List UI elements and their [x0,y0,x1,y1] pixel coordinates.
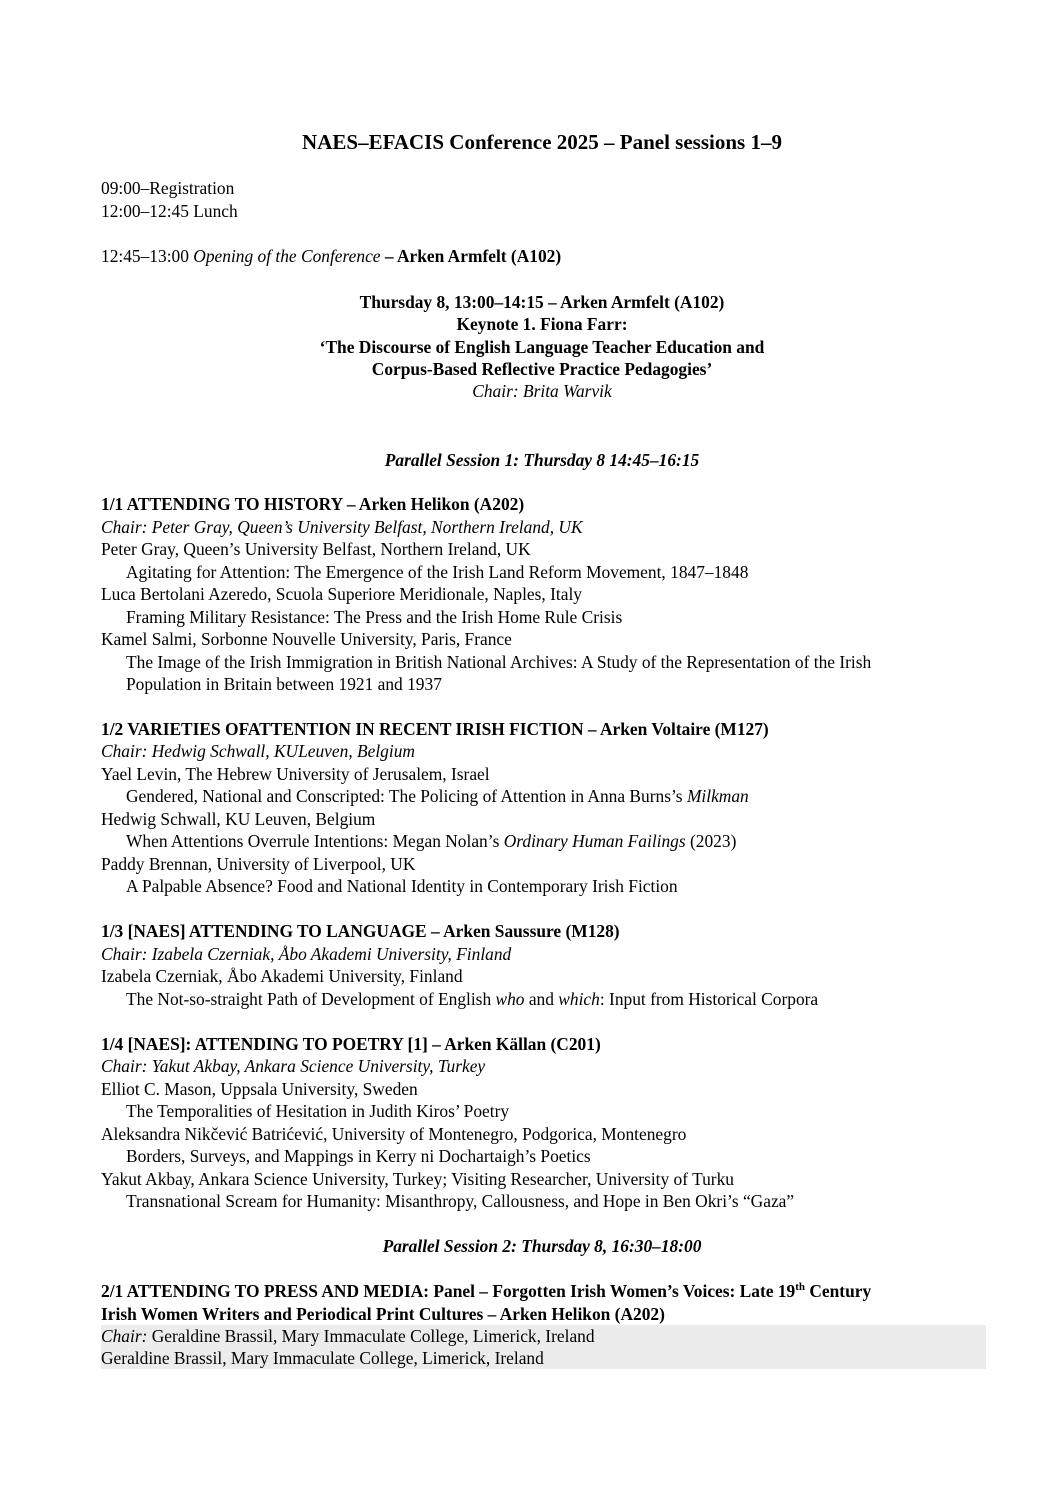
ordinal-suffix: th [795,1281,805,1294]
panel-1-1-speaker-3: Kamel Salmi, Sorbonne Nouvelle University, Paris, France [101,629,512,649]
panel-2-1-speaker-1: Geraldine Brassil, Mary Immaculate College, Limerick, Ireland [101,1347,986,1369]
panel-1-1-speaker-1: Peter Gray, Queen’s University Belfast, Northern Ireland, UK [101,539,531,559]
opening-line [101,245,561,267]
page-title: NAES–EFACIS Conference 2025 – Panel sessions 1–9 [302,130,782,154]
panel-1-1-heading: 1/1 ATTENDING TO HISTORY – Arken Helikon (A202) [101,494,525,514]
work-title: Ordinary Human Failings [503,831,686,851]
panel-1-2-talk-3: A Palpable Absence? Food and National Identity in Contemporary Irish Fiction [126,876,678,896]
panel-1-1-talk-3-line-2: Population in Britain between 1921 and 1937 [126,674,442,694]
session-2-heading: Parallel Session 2: Thursday 8, 16:30–18:00 [382,1236,702,1256]
panel-1-4-heading: 1/4 [NAES]: ATTENDING TO POETRY [1] – Arken Källan (C201) [101,1034,601,1054]
panel-1-4-talk-3: Transnational Scream for Humanity: Misanthropy, Callousness, and Hope in Ben Okri’s “Gaza” [126,1191,795,1211]
keynote-title-2: Corpus-Based Reflective Practice Pedagogies’ [371,359,713,379]
chair-label: Chair: [101,1326,148,1346]
chair-name: Geraldine Brassil, Mary Immaculate College, Limerick, Ireland [147,1326,595,1346]
panel-heading-text: 2/1 ATTENDING TO PRESS AND MEDIA: Panel – Forgotten Irish Women’s Voices: Late 19 [101,1281,796,1301]
panel-1-2-speaker-3: Paddy Brennan, University of Liverpool, UK [101,854,416,874]
talk-title-term-who: who [495,989,525,1009]
keynote-title-1: ‘The Discourse of English Language Teacher Education and [319,337,765,357]
talk-title-text: and [524,989,559,1009]
work-title: Milkman [686,786,749,806]
panel-1-4-speaker-2: Aleksandra Nikčević Batrićević, University of Montenegro, Podgorica, Montenegro [101,1124,687,1144]
talk-title-year: (2023) [685,831,737,851]
panel-2-1-heading-line-1 [101,1280,871,1302]
panel-1-1-speaker-2: Luca Bertolani Azeredo, Scuola Superiore Meridionale, Naples, Italy [101,584,582,604]
panel-1-2-chair: Chair: Hedwig Schwall, KULeuven, Belgium [101,741,415,761]
panel-1-2-talk-2 [126,830,736,852]
panel-1-4-chair: Chair: Yakut Akbay, Ankara Science University, Turkey [101,1056,486,1076]
session-1-heading: Parallel Session 1: Thursday 8 14:45–16:15 [384,450,700,470]
talk-title-text: Gendered, National and Conscripted: The Policing of Attention in Anna Burns’s [126,786,687,806]
opening-label: Opening of the Conference [193,246,381,266]
talk-title-text: : Input from Historical Corpora [599,989,819,1009]
talk-title-text: The Not-so-straight Path of Development of English [126,989,496,1009]
panel-heading-text: Century [805,1281,872,1301]
panel-1-4-talk-1: The Temporalities of Hesitation in Judith Kiros’ Poetry [126,1101,510,1121]
talk-title-text: When Attentions Overrule Intentions: Megan Nolan’s [126,831,504,851]
keynote-speaker: Keynote 1. Fiona Farr: [456,314,628,334]
panel-1-1-talk-1: Agitating for Attention: The Emergence of the Irish Land Reform Movement, 1847–1848 [126,562,749,582]
panel-1-4-speaker-1: Elliot C. Mason, Uppsala University, Sweden [101,1079,418,1099]
panel-1-3-talk-1 [126,988,818,1010]
panel-1-3-speaker-1: Izabela Czerniak, Åbo Akademi University, Finland [101,966,463,986]
panel-1-3-heading: 1/3 [NAES] ATTENDING TO LANGUAGE – Arken Saussure (M128) [101,921,620,941]
panel-1-1-talk-2: Framing Military Resistance: The Press and the Irish Home Rule Crisis [126,607,623,627]
panel-1-4-speaker-3: Yakut Akbay, Ankara Science University, Turkey; Visiting Researcher, University of Turku [101,1169,734,1189]
panel-2-1-heading-line-2: Irish Women Writers and Periodical Print Cultures – Arken Helikon (A202) [101,1304,665,1324]
panel-1-4-talk-2: Borders, Surveys, and Mappings in Kerry ni Dochartaigh’s Poetics [126,1146,591,1166]
panel-1-2-speaker-1: Yael Levin, The Hebrew University of Jerusalem, Israel [101,764,490,784]
opening-time: 12:45–13:00 [101,246,194,266]
panel-1-3-chair: Chair: Izabela Czerniak, Åbo Akademi University, Finland [101,944,512,964]
lunch-line: 12:00–12:45 Lunch [101,201,238,221]
panel-1-2-speaker-2: Hedwig Schwall, KU Leuven, Belgium [101,809,376,829]
talk-title-term-which: which [558,989,600,1009]
panel-2-1-chair [101,1325,986,1347]
panel-1-2-heading: 1/2 VARIETIES OFATTENTION IN RECENT IRISH FICTION – Arken Voltaire (M127) [101,719,769,739]
registration-line: 09:00–Registration [101,178,235,198]
panel-1-1-chair: Chair: Peter Gray, Queen’s University Belfast, Northern Ireland, UK [101,517,583,537]
panel-1-2-talk-1 [126,785,749,807]
opening-venue: – Arken Armfelt (A102) [380,246,562,266]
keynote-chair: Chair: Brita Warvik [472,381,612,401]
keynote-time: Thursday 8, 13:00–14:15 – Arken Armfelt (A102) [359,292,725,312]
panel-1-1-talk-3-line-1: The Image of the Irish Immigration in British National Archives: A Study of the Representation of the Irish [126,652,872,672]
